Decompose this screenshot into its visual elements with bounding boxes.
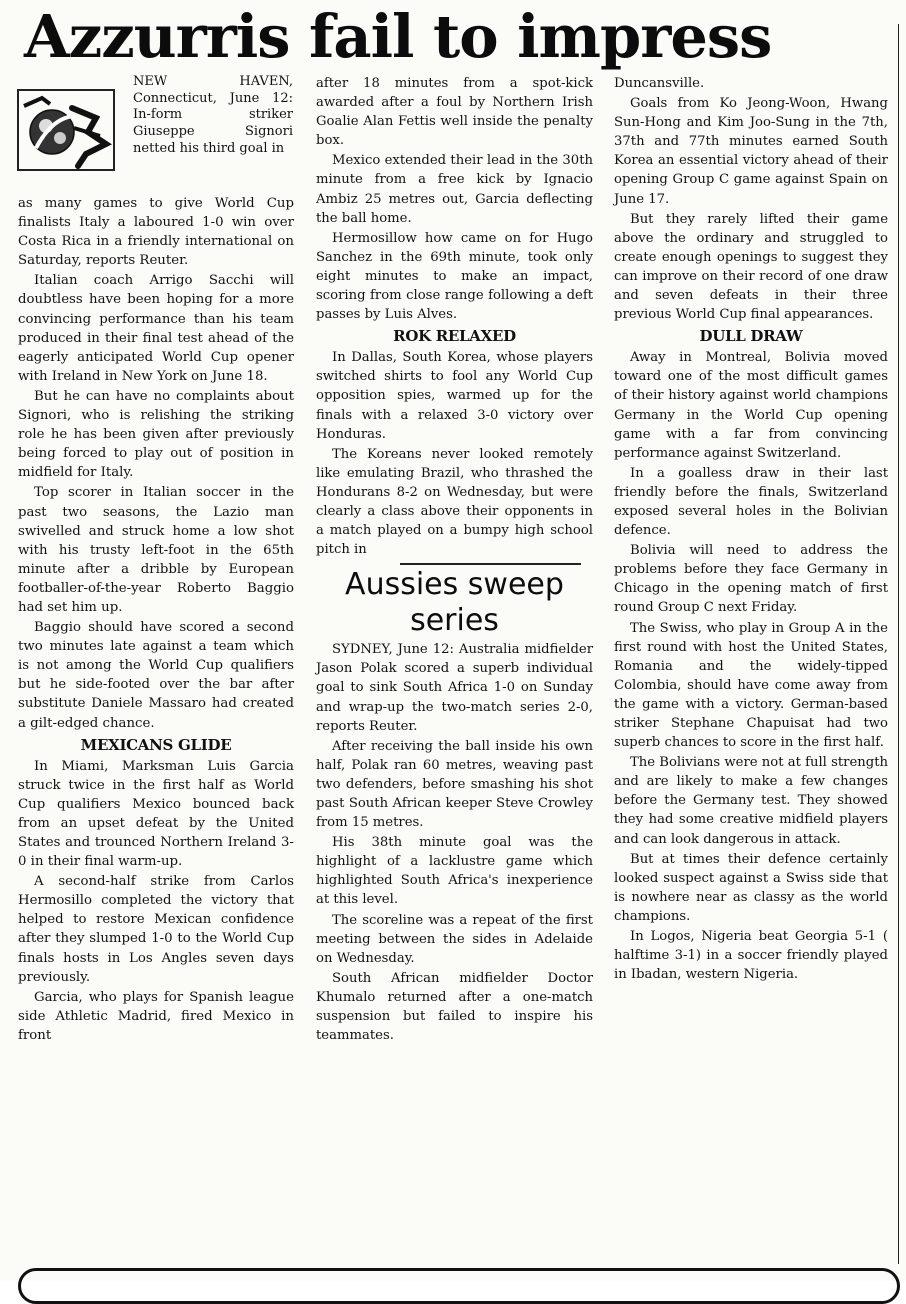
article-paragraph: Duncansville. bbox=[614, 76, 705, 91]
intro-text: NEW HAVEN, Connecticut, June 12: In-form striker Giuseppe Signori netted his third goal in bbox=[133, 74, 293, 156]
article-paragraph: But he can have no complaints about Signori, who is relishing the striking role he has been given after previously being forced to play out of position in midfield for Italy. bbox=[18, 388, 294, 481]
article-paragraph: Away in Montreal, Bolivia moved toward one of the most difficult games of their history against world champions Germany in the World Cup opening game with a far from convincing performance against Switzerland. bbox=[614, 350, 888, 461]
article-paragraph: Hermosillow how came on for Hugo Sanchez in the 69th minute, took only eight minutes to make an impact, scoring from close range following a deft passes by Luis Alves. bbox=[316, 230, 593, 323]
article-paragraph: But at times their defence certainly looked suspect against a Swiss side that is nowhere near as classy as the world champions. bbox=[614, 851, 888, 924]
subhead-dull-draw: DULL DRAW bbox=[699, 327, 803, 346]
article-paragraph: In a goalless draw in their last friendly before the finals, Switzerland exposed several holes in the Bolivian defence. bbox=[614, 465, 888, 539]
article-paragraph: The Koreans never looked remotely like emulating Brazil, who thrashed the Hondurans 8-2 on Wednesday, but were clearly a class above their opponents in a match played on a bumpy high school pitch in bbox=[316, 446, 593, 558]
world-cup-94-logo-icon bbox=[16, 88, 116, 172]
article-paragraph: In Dallas, South Korea, whose players switched shirts to fool any World Cup opposition spies, warmed up for the finals with a relaxed 3-0 victory over Honduras. bbox=[316, 350, 593, 442]
article-paragraph: Baggio should have scored a second two minutes late against a team which is not among the World Cup qualifiers but he side-footed over the bar after substitute Daniele Massaro had created a gilt-edged chance. bbox=[18, 620, 294, 731]
article-paragraph: Garcia, who plays for Spanish league side Athletic Madrid, fired Mexico in front bbox=[18, 989, 294, 1043]
subhead-mexicans-glide: MEXICANS GLIDE bbox=[80, 735, 232, 754]
headline: Azzurris fail to impress bbox=[24, 2, 772, 71]
article-paragraph: In Miami, Marksman Luis Garcia struck twice in the first half as World Cup qualifiers Mexico bounced back from an upset defeat by the United States and trounced Northern Ireland 3-0 in their final warm-up. bbox=[18, 758, 294, 870]
article-paragraph: Mexico extended their lead in the 30th minute from a free kick by Ignacio Ambiz 25 metres out, Garcia deflecting the ball home. bbox=[316, 153, 593, 226]
intro-paragraph bbox=[133, 74, 293, 158]
article-paragraph: The scoreline was a repeat of the first meeting between the sides in Adelaide on Wednesday. bbox=[316, 912, 593, 966]
article-paragraph: SYDNEY, June 12: Australia midfielder Jason Polak scored a superb individual goal to sink South Africa 1-0 on Sunday and wrap-up the two-match series 2-0, reports Reuter. bbox=[316, 642, 593, 734]
column-1 bbox=[18, 194, 294, 1046]
article-paragraph: Italian coach Arrigo Sacchi will doubtless have been hoping for a more convincing performance than his team produced in their final test ahead of the eagerly anticipated World Cup opener with Ireland in New York on June 18. bbox=[18, 273, 294, 384]
column-2 bbox=[316, 74, 593, 1046]
column-rule bbox=[898, 24, 899, 1264]
column-3 bbox=[614, 74, 888, 985]
article-paragraph: South African midfielder Doctor Khumalo returned after a one-match suspension but failed to inspire his teammates. bbox=[316, 970, 593, 1044]
aussies-headline: Aussies sweep series bbox=[345, 567, 564, 639]
next-article-frame bbox=[18, 1268, 900, 1304]
article-paragraph: The Swiss, who play in Group A in the first round with host the United States, Romania and the widely-tipped Colombia, should have come away from the game with a victory. German-based striker Stephane Chapuisat had two superb chances to score in the first half. bbox=[614, 620, 888, 751]
article-paragraph: But they rarely lifted their game above the ordinary and struggled to create enough openings to suggest they can improve on their record of one draw and seven defeats in their three previous World Cup final appearances. bbox=[614, 211, 888, 323]
article-paragraph: as many games to give World Cup finalists Italy a laboured 1-0 win over Costa Rica in a friendly international on Saturday, reports Reuter. bbox=[18, 196, 294, 269]
article-paragraph: A second-half strike from Carlos Hermosillo completed the victory that helped to restore Mexican confidence after they slumped 1-0 to the World Cup finals hosts in Los Angles seven days previously. bbox=[18, 874, 294, 985]
article-paragraph: Goals from Ko Jeong-Woon, Hwang Sun-Hong and Kim Joo-Sung in the 7th, 37th and 77th minutes earned South Korea an essential victory ahead of their opening Group C game against Spain on June 17. bbox=[614, 96, 888, 207]
article-paragraph: Bolivia will need to address the problems before they face Germany in Chicago in the opening match of first round Group C next Friday. bbox=[614, 543, 888, 616]
story-divider bbox=[400, 563, 581, 565]
article-paragraph: After receiving the ball inside his own half, Polak ran 60 metres, weaving past two defenders, before smashing his shot past South African keeper Steve Crowley from 15 metres. bbox=[316, 738, 593, 831]
article-paragraph: after 18 minutes from a spot-kick awarded after a foul by Northern Irish Goalie Alan Fettis well inside the penalty box. bbox=[316, 76, 593, 149]
article-paragraph: Top scorer in Italian soccer in the past two seasons, the Lazio man swivelled and struck home a low shot with his trusty left-foot in the 65th minute after a dribble by European footballer-of-the-year Roberto Baggio had set him up. bbox=[18, 485, 294, 615]
subhead-rok-relaxed: ROK RELAXED bbox=[393, 327, 516, 346]
article-paragraph: His 38th minute goal was the highlight of a lacklustre game which highlighted South Africa's inexperience at this level. bbox=[316, 835, 593, 908]
article-paragraph: In Logos, Nigeria beat Georgia 5-1 ( halftime 3-1) in a soccer friendly played in Ibadan, western Nigeria. bbox=[614, 929, 888, 983]
article-paragraph: The Bolivians were not at full strength and are likely to make a few changes before the Germany test. They showed they had some creative midfield players and can look dangerous in attack. bbox=[614, 755, 888, 847]
